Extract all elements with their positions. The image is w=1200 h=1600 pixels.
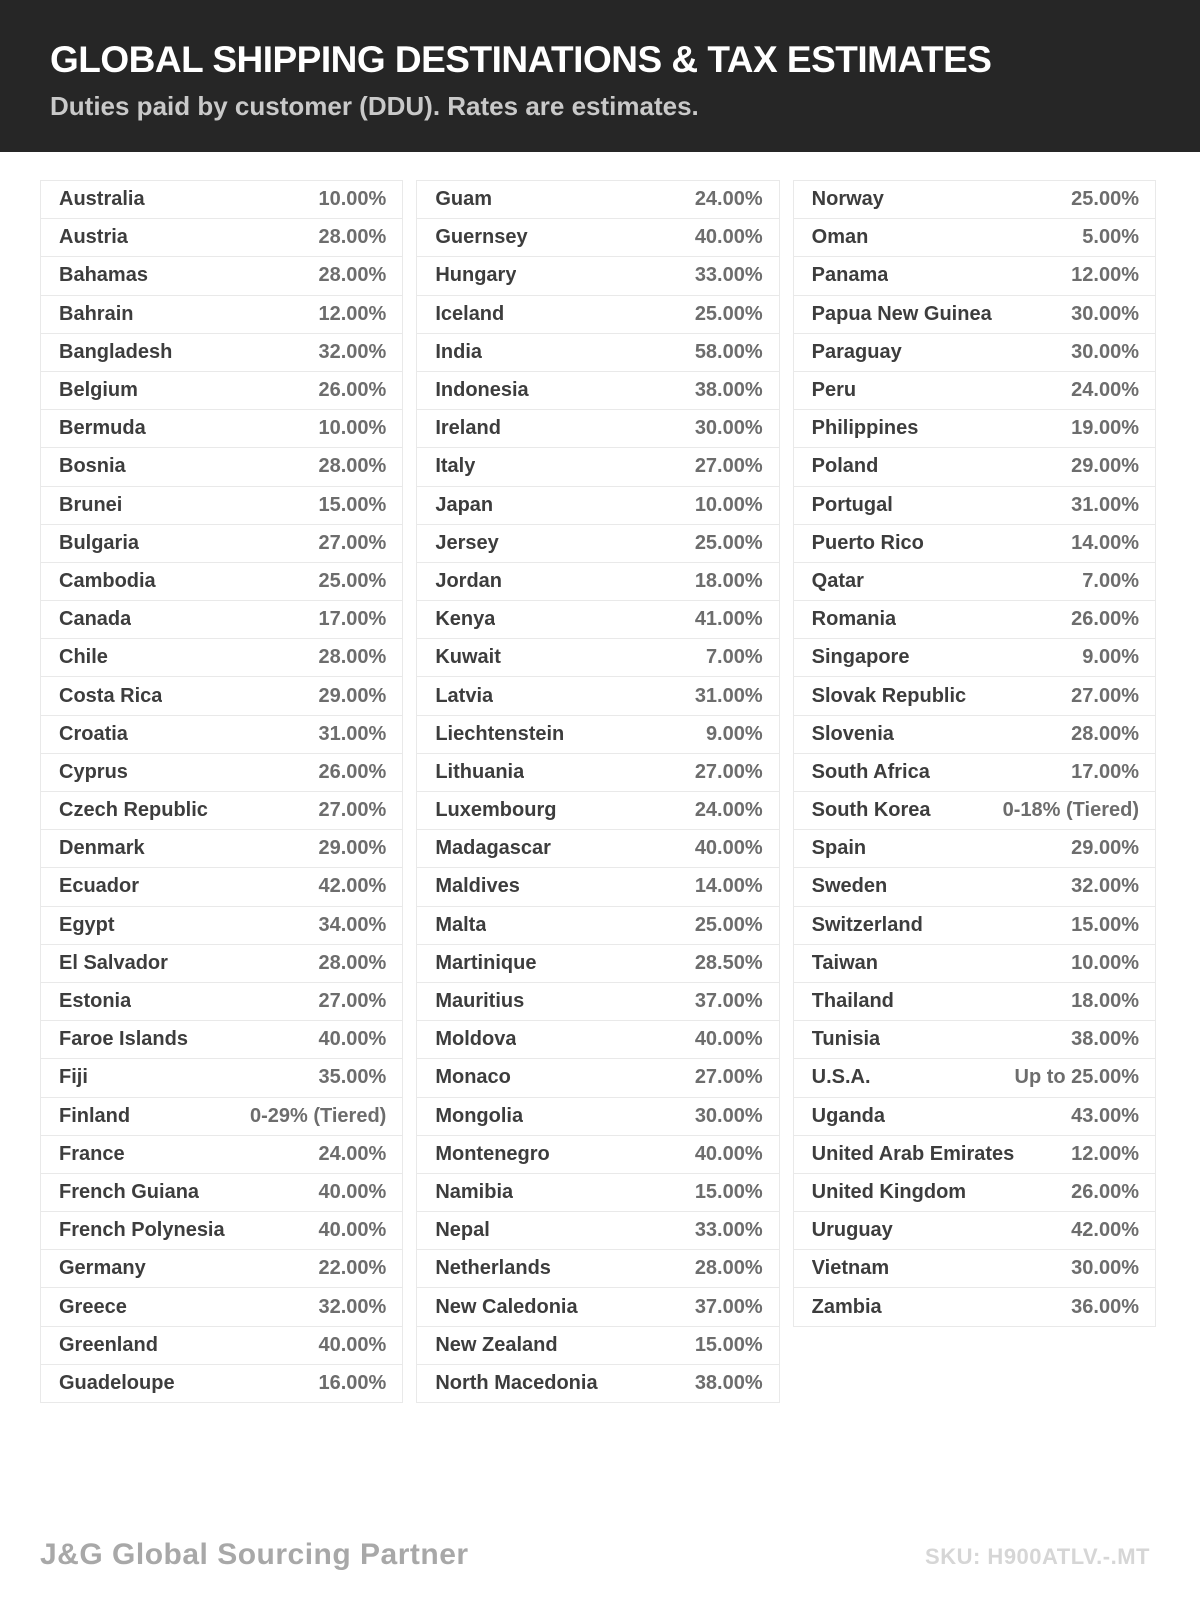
tax-rate: 26.00% xyxy=(318,760,387,783)
tax-rate: 19.00% xyxy=(1071,417,1139,440)
tax-rate: 40.00% xyxy=(318,1219,387,1242)
table-row xyxy=(416,562,779,601)
tax-rate: 32.00% xyxy=(318,1295,387,1318)
table-row xyxy=(793,295,1156,334)
tax-rate: 40.00% xyxy=(318,1333,387,1356)
table-row xyxy=(40,218,403,257)
tax-rate: 15.00% xyxy=(694,1180,763,1203)
table-row xyxy=(40,676,403,715)
table-row xyxy=(793,1249,1156,1288)
table-row xyxy=(416,1326,779,1365)
table-row xyxy=(40,1097,403,1136)
tax-rate: 28.00% xyxy=(318,226,387,249)
tax-rate: 25.00% xyxy=(1071,188,1139,211)
country-name: New Zealand xyxy=(435,1333,558,1356)
country-name: Bangladesh xyxy=(59,340,173,363)
tax-rate: 42.00% xyxy=(1071,1219,1139,1242)
page-footer xyxy=(40,1538,1150,1572)
tax-rate: 25.00% xyxy=(694,531,763,554)
table-row xyxy=(40,295,403,334)
tax-rate: 24.00% xyxy=(694,799,763,822)
tax-rate: 17.00% xyxy=(318,608,387,631)
table-row xyxy=(40,1058,403,1097)
tax-rate: 34.00% xyxy=(318,913,387,936)
country-name: Guam xyxy=(435,188,493,211)
country-name: Kuwait xyxy=(435,646,501,669)
country-name: Martinique xyxy=(435,951,537,974)
tax-rate: 27.00% xyxy=(1071,684,1139,707)
country-name: North Macedonia xyxy=(435,1371,598,1394)
tax-rate: 25.00% xyxy=(318,569,387,592)
table-row xyxy=(416,1058,779,1097)
country-name: Greece xyxy=(59,1295,127,1318)
country-name: Costa Rica xyxy=(59,684,163,707)
country-name: Mongolia xyxy=(435,1104,524,1127)
tax-rate: 26.00% xyxy=(1071,608,1139,631)
tax-rate: 30.00% xyxy=(1071,302,1139,325)
table-row xyxy=(40,982,403,1021)
country-name: U.S.A. xyxy=(811,1066,871,1089)
country-name: New Caledonia xyxy=(435,1295,578,1318)
country-name: Montenegro xyxy=(435,1142,550,1165)
country-name: Kenya xyxy=(435,608,496,631)
tax-rate: 31.00% xyxy=(318,722,387,745)
tax-rate: 25.00% xyxy=(694,302,763,325)
table-row xyxy=(40,1020,403,1059)
tax-rate: 30.00% xyxy=(694,417,763,440)
table-row xyxy=(40,180,403,219)
country-name: Ireland xyxy=(435,417,501,440)
tax-rate: 5.00% xyxy=(1082,226,1139,249)
tax-rate: 22.00% xyxy=(318,1257,387,1280)
country-name: Philippines xyxy=(811,417,919,440)
country-name: Taiwan xyxy=(811,951,878,974)
sku-label: SKU: H900ATLV.-.MT xyxy=(925,1544,1150,1569)
tax-rate: 18.00% xyxy=(694,569,763,592)
tax-rate: 40.00% xyxy=(694,1142,763,1165)
tax-rate: 16.00% xyxy=(318,1371,387,1394)
country-name: Cyprus xyxy=(59,760,128,783)
tax-rate: 28.00% xyxy=(318,455,387,478)
tax-rate: 12.00% xyxy=(1071,1142,1139,1165)
country-name: Lithuania xyxy=(435,760,525,783)
country-name: Malta xyxy=(435,913,487,936)
tax-rate: 32.00% xyxy=(318,340,387,363)
tax-rate: 27.00% xyxy=(318,531,387,554)
tax-rate: 15.00% xyxy=(1071,913,1139,936)
tax-rate: 14.00% xyxy=(1071,531,1139,554)
table-row xyxy=(40,1249,403,1288)
table-row xyxy=(40,1173,403,1212)
country-name: Slovenia xyxy=(811,722,894,745)
country-name: Papua New Guinea xyxy=(811,302,992,325)
country-name: Czech Republic xyxy=(59,799,208,822)
tax-rate: 7.00% xyxy=(705,646,763,669)
country-name: Moldova xyxy=(435,1028,517,1051)
table-row xyxy=(793,1020,1156,1059)
table-row xyxy=(416,486,779,525)
country-name: Romania xyxy=(811,608,897,631)
table-row xyxy=(416,409,779,448)
country-name: Zambia xyxy=(811,1295,882,1318)
country-name: French Guiana xyxy=(59,1180,200,1203)
table-row xyxy=(416,791,779,830)
tax-rate: 28.00% xyxy=(1071,722,1139,745)
tax-rate: 27.00% xyxy=(318,990,387,1013)
country-name: Spain xyxy=(811,837,867,860)
country-name: Switzerland xyxy=(811,913,923,936)
tax-rate: 28.00% xyxy=(318,264,387,287)
tax-rate: 10.00% xyxy=(694,493,763,516)
tax-rate: 58.00% xyxy=(694,340,763,363)
table-row xyxy=(793,906,1156,945)
tax-rate: 38.00% xyxy=(1071,1028,1139,1051)
table-row xyxy=(416,1020,779,1059)
table-row xyxy=(416,1249,779,1288)
tax-rate: 27.00% xyxy=(318,799,387,822)
country-name: Sweden xyxy=(811,875,888,898)
tax-rate: 40.00% xyxy=(318,1028,387,1051)
country-name: Indonesia xyxy=(435,379,529,402)
tax-rate: 26.00% xyxy=(318,379,387,402)
table-row xyxy=(416,447,779,486)
country-name: France xyxy=(59,1142,125,1165)
country-name: Estonia xyxy=(59,990,132,1013)
country-name: Hungary xyxy=(435,264,517,287)
country-name: Austria xyxy=(59,226,128,249)
tax-rate: 40.00% xyxy=(694,1028,763,1051)
table-column-3 xyxy=(793,180,1156,1327)
table-row xyxy=(40,791,403,830)
tax-rate: 37.00% xyxy=(694,990,763,1013)
tax-rate: 12.00% xyxy=(318,302,387,325)
tax-rate: 25.00% xyxy=(694,913,763,936)
table-row xyxy=(793,791,1156,830)
country-name: Singapore xyxy=(811,646,910,669)
table-row xyxy=(40,1326,403,1365)
table-row xyxy=(40,486,403,525)
country-name: Oman xyxy=(811,226,869,249)
tax-rate: 30.00% xyxy=(1071,1257,1139,1280)
country-name: Japan xyxy=(435,493,494,516)
table-row xyxy=(416,676,779,715)
country-name: Namibia xyxy=(435,1180,514,1203)
table-row xyxy=(40,409,403,448)
country-name: Jersey xyxy=(435,531,499,554)
table-row xyxy=(40,1287,403,1326)
table-row xyxy=(416,1364,779,1403)
tax-rate: 30.00% xyxy=(1071,340,1139,363)
table-row xyxy=(793,1211,1156,1250)
country-name: French Polynesia xyxy=(59,1219,225,1242)
table-row xyxy=(793,982,1156,1021)
country-name: Belgium xyxy=(59,379,138,402)
country-name: Bahamas xyxy=(59,264,148,287)
table-row xyxy=(793,1097,1156,1136)
table-row xyxy=(793,333,1156,372)
country-name: Egypt xyxy=(59,913,115,936)
tax-rate-table xyxy=(0,180,1200,1403)
country-name: Guernsey xyxy=(435,226,528,249)
table-row xyxy=(793,256,1156,295)
table-row xyxy=(416,218,779,257)
table-row xyxy=(40,524,403,563)
country-name: Panama xyxy=(811,264,889,287)
country-name: Bosnia xyxy=(59,455,126,478)
table-row xyxy=(793,867,1156,906)
table-row xyxy=(416,180,779,219)
table-row xyxy=(416,600,779,639)
country-name: Uganda xyxy=(811,1104,885,1127)
tax-rate: 12.00% xyxy=(1071,264,1139,287)
table-row xyxy=(416,638,779,677)
country-name: Iceland xyxy=(435,302,505,325)
table-column-1 xyxy=(40,180,403,1403)
tax-rate: 10.00% xyxy=(1071,951,1139,974)
table-row xyxy=(416,1135,779,1174)
country-name: Croatia xyxy=(59,722,128,745)
tax-rate: 35.00% xyxy=(318,1066,387,1089)
tax-rate: 28.50% xyxy=(694,951,763,974)
table-row xyxy=(416,1173,779,1212)
country-name: Thailand xyxy=(811,990,894,1013)
country-name: Maldives xyxy=(435,875,520,898)
country-name: Portugal xyxy=(811,493,893,516)
tax-rate: 37.00% xyxy=(694,1295,763,1318)
table-row xyxy=(793,1058,1156,1097)
tax-rate: 31.00% xyxy=(1071,493,1139,516)
country-name: Australia xyxy=(59,188,145,211)
country-name: Fiji xyxy=(59,1066,88,1089)
tax-rate: 32.00% xyxy=(1071,875,1139,898)
tax-rate: 27.00% xyxy=(694,455,763,478)
table-row xyxy=(793,562,1156,601)
table-row xyxy=(40,256,403,295)
country-name: Monaco xyxy=(435,1066,511,1089)
table-row xyxy=(793,1135,1156,1174)
tax-rate: 30.00% xyxy=(694,1104,763,1127)
tax-rate: 29.00% xyxy=(318,837,387,860)
tax-rate: 9.00% xyxy=(705,722,763,745)
country-name: Luxembourg xyxy=(435,799,557,822)
country-name: United Arab Emirates xyxy=(811,1142,1015,1165)
table-row xyxy=(793,944,1156,983)
tax-rate: 15.00% xyxy=(694,1333,763,1356)
table-row xyxy=(40,1364,403,1403)
table-row xyxy=(40,600,403,639)
country-name: Vietnam xyxy=(811,1257,890,1280)
tax-rate: 10.00% xyxy=(318,188,387,211)
tax-rate: 10.00% xyxy=(318,417,387,440)
table-row xyxy=(40,1211,403,1250)
table-row xyxy=(793,638,1156,677)
table-row xyxy=(40,371,403,410)
table-row xyxy=(416,944,779,983)
page-subtitle: Duties paid by customer (DDU). Rates are estimates. xyxy=(50,90,699,121)
country-name: Slovak Republic xyxy=(811,684,967,707)
country-name: Madagascar xyxy=(435,837,551,860)
page-title: GLOBAL SHIPPING DESTINATIONS & TAX ESTIMATES xyxy=(50,39,992,80)
country-name: Greenland xyxy=(59,1333,158,1356)
tax-rate: 43.00% xyxy=(1071,1104,1139,1127)
tax-rate: 15.00% xyxy=(318,493,387,516)
table-row xyxy=(40,333,403,372)
country-name: Nepal xyxy=(435,1219,490,1242)
country-name: Italy xyxy=(435,455,476,478)
tax-rate: 24.00% xyxy=(694,188,763,211)
table-column-2 xyxy=(416,180,779,1403)
country-name: Puerto Rico xyxy=(811,531,924,554)
country-name: India xyxy=(435,340,482,363)
table-row xyxy=(416,256,779,295)
tax-rate: 38.00% xyxy=(694,1371,763,1394)
country-name: Denmark xyxy=(59,837,145,860)
table-row xyxy=(416,524,779,563)
table-row xyxy=(793,409,1156,448)
table-row xyxy=(793,600,1156,639)
table-row xyxy=(793,1287,1156,1326)
tax-rate: 14.00% xyxy=(694,875,763,898)
tax-rate: 28.00% xyxy=(694,1257,763,1280)
table-row xyxy=(793,524,1156,563)
tax-rate: 33.00% xyxy=(694,264,763,287)
country-name: United Kingdom xyxy=(811,1180,967,1203)
country-name: Faroe Islands xyxy=(59,1028,188,1051)
table-row xyxy=(416,371,779,410)
tax-rate: Up to 25.00% xyxy=(1014,1066,1139,1089)
country-name: Bulgaria xyxy=(59,531,140,554)
tax-rate: 38.00% xyxy=(694,379,763,402)
tax-rate: 17.00% xyxy=(1071,760,1139,783)
tax-rate: 26.00% xyxy=(1071,1180,1139,1203)
country-name: South Korea xyxy=(811,799,931,822)
table-row xyxy=(40,715,403,754)
tax-rate: 40.00% xyxy=(694,226,763,249)
tax-rate: 42.00% xyxy=(318,875,387,898)
country-name: Canada xyxy=(59,608,132,631)
country-name: Bahrain xyxy=(59,302,134,325)
country-name: Guadeloupe xyxy=(59,1371,175,1394)
tax-rate: 29.00% xyxy=(1071,455,1139,478)
tax-rate: 27.00% xyxy=(694,760,763,783)
table-row xyxy=(416,867,779,906)
tax-rate: 40.00% xyxy=(694,837,763,860)
country-name: Cambodia xyxy=(59,569,156,592)
country-name: Tunisia xyxy=(811,1028,881,1051)
table-row xyxy=(40,944,403,983)
table-row xyxy=(416,1287,779,1326)
country-name: Qatar xyxy=(811,569,864,592)
tax-rate: 29.00% xyxy=(1071,837,1139,860)
country-name: Germany xyxy=(59,1257,146,1280)
tax-rate: 24.00% xyxy=(318,1142,387,1165)
tax-rate: 9.00% xyxy=(1082,646,1139,669)
table-row xyxy=(40,906,403,945)
table-row xyxy=(793,447,1156,486)
table-row xyxy=(793,371,1156,410)
table-row xyxy=(40,1135,403,1174)
country-name: Finland xyxy=(59,1104,131,1127)
table-row xyxy=(793,218,1156,257)
brand-name: J&G Global Sourcing Partner xyxy=(40,1538,469,1571)
country-name: Latvia xyxy=(435,684,494,707)
table-row xyxy=(416,1211,779,1250)
tax-rate: 28.00% xyxy=(318,951,387,974)
tax-rate: 24.00% xyxy=(1071,379,1139,402)
table-row xyxy=(40,562,403,601)
tax-rate: 7.00% xyxy=(1082,569,1139,592)
table-row xyxy=(416,1097,779,1136)
country-name: Poland xyxy=(811,455,879,478)
country-name: Brunei xyxy=(59,493,123,516)
table-row xyxy=(416,715,779,754)
country-name: Mauritius xyxy=(435,990,525,1013)
table-row xyxy=(40,753,403,792)
table-row xyxy=(793,715,1156,754)
tax-rate: 29.00% xyxy=(318,684,387,707)
tax-rate: 28.00% xyxy=(318,646,387,669)
country-name: Jordan xyxy=(435,569,503,592)
country-name: Netherlands xyxy=(435,1257,551,1280)
table-row xyxy=(40,829,403,868)
country-name: Norway xyxy=(811,188,884,211)
tax-rate: 40.00% xyxy=(318,1180,387,1203)
country-name: Paraguay xyxy=(811,340,902,363)
table-row xyxy=(40,447,403,486)
tax-rate: 41.00% xyxy=(694,608,763,631)
table-row xyxy=(416,829,779,868)
table-row xyxy=(416,982,779,1021)
table-row xyxy=(416,753,779,792)
country-name: South Africa xyxy=(811,760,930,783)
table-row xyxy=(793,1173,1156,1212)
tax-rate: 0-18% (Tiered) xyxy=(1002,799,1139,822)
country-name: El Salvador xyxy=(59,951,168,974)
table-row xyxy=(40,867,403,906)
country-name: Chile xyxy=(59,646,108,669)
country-name: Peru xyxy=(811,379,857,402)
tax-rate: 0-29% (Tiered) xyxy=(249,1104,387,1127)
table-row xyxy=(416,906,779,945)
country-name: Liechtenstein xyxy=(435,722,565,745)
country-name: Uruguay xyxy=(811,1219,893,1242)
table-row xyxy=(793,753,1156,792)
table-row xyxy=(793,180,1156,219)
tax-rate: 27.00% xyxy=(694,1066,763,1089)
page-header xyxy=(0,0,1200,152)
table-row xyxy=(793,676,1156,715)
tax-rate: 33.00% xyxy=(694,1219,763,1242)
tax-rate: 36.00% xyxy=(1071,1295,1139,1318)
tax-rate: 18.00% xyxy=(1071,990,1139,1013)
table-row xyxy=(416,333,779,372)
country-name: Bermuda xyxy=(59,417,146,440)
table-row xyxy=(793,829,1156,868)
tax-rate: 31.00% xyxy=(694,684,763,707)
table-row xyxy=(416,295,779,334)
table-row xyxy=(40,638,403,677)
country-name: Ecuador xyxy=(59,875,140,898)
table-row xyxy=(793,486,1156,525)
